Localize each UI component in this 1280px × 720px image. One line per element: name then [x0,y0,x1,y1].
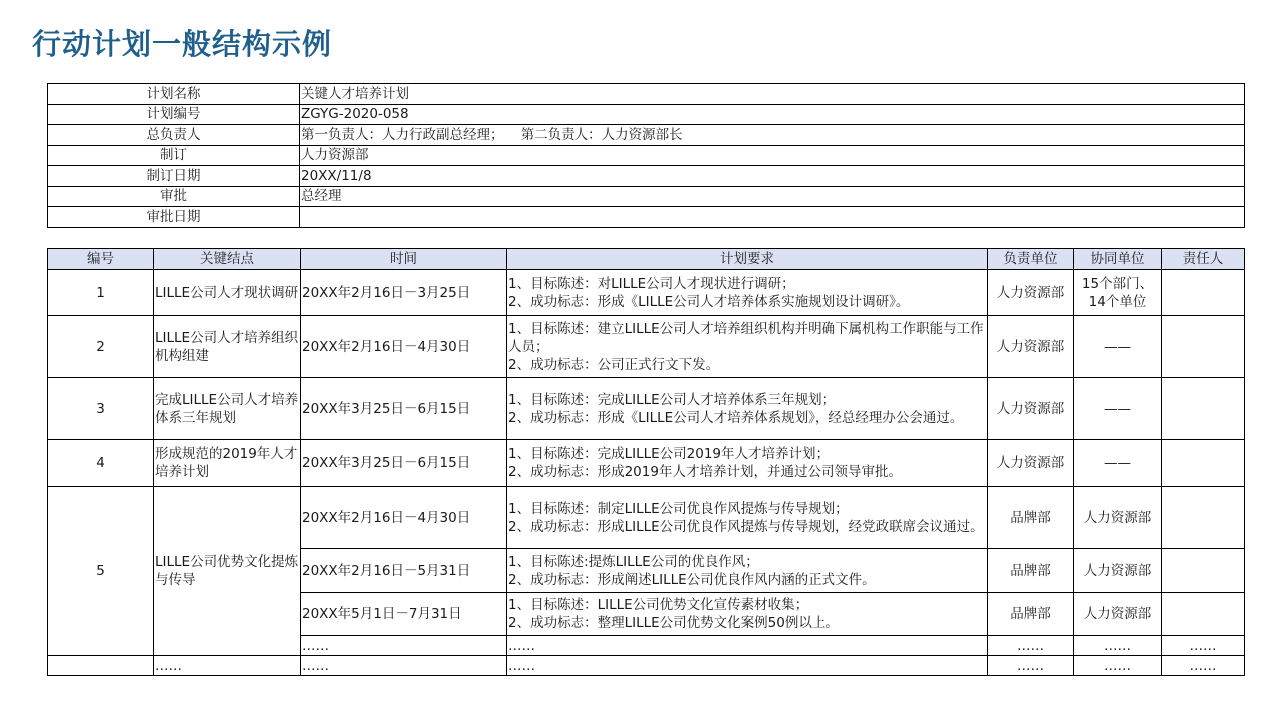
table-row [48,378,1245,440]
row-requirement [507,549,988,593]
req-goal: 1、目标陈述：制定LILLE公司优良作风提炼与传导规划； [508,500,849,517]
info-value: 总经理 [300,186,1245,207]
table-row [48,487,1245,549]
row-requirement [507,440,988,487]
req-success: 2、成功标志：形成《LILLE公司人才培养体系规划》，经总经理办公会通过。 [508,409,964,426]
info-row [48,166,1245,187]
info-row [48,125,1245,146]
col-header-co-dept: 协同单位 [1074,249,1162,270]
row-dept: 人力资源部 [988,378,1074,440]
row-time: 20XX年2月16日－3月25日 [301,270,507,316]
table-row [48,440,1245,487]
row-no: 2 [48,316,154,378]
plan-info-table [47,83,1245,228]
row-time: …… [301,636,507,656]
info-row [48,186,1245,207]
req-success: 2、成功标志：公司正式行文下发。 [508,356,720,373]
row-node: 完成LILLE公司人才培养体系三年规划 [154,378,301,440]
row-person [1162,316,1245,378]
row-co-dept: 人力资源部 [1074,487,1162,549]
table-row [48,270,1245,316]
col-header-dept: 负责单位 [988,249,1074,270]
row-co-dept: —— [1074,378,1162,440]
row-no: 5 [48,487,154,656]
row-time: 20XX年2月16日－5月31日 [301,549,507,593]
info-row [48,84,1245,105]
row-person [1162,487,1245,549]
row-dept: …… [988,636,1074,656]
row-node: …… [154,656,301,676]
info-label: 制订 [48,145,300,166]
row-time: 20XX年3月25日－6月15日 [301,378,507,440]
row-time: 20XX年3月25日－6月15日 [301,440,507,487]
info-label: 计划名称 [48,84,300,105]
info-row [48,145,1245,166]
row-no: 1 [48,270,154,316]
req-goal: 1、目标陈述：LILLE公司优势文化宣传素材收集； [508,597,809,613]
req-success: 2、成功标志：形成2019年人才培养计划，并通过公司领导审批。 [508,464,902,480]
row-node: LILLE公司人才培养组织机构组建 [154,316,301,378]
row-co-dept: 人力资源部 [1074,549,1162,593]
table-row [48,656,1245,676]
row-node: 形成规范的2019年人才培养计划 [154,440,301,487]
row-dept: 人力资源部 [988,440,1074,487]
req-success: 2、成功标志：整理LILLE公司优势文化案例50例以上。 [508,615,839,631]
row-node: LILLE公司人才现状调研 [154,270,301,316]
row-co-dept: —— [1074,440,1162,487]
row-person [1162,593,1245,636]
row-node: LILLE公司优势文化提炼与传导 [154,487,301,656]
row-requirement [507,487,988,549]
row-requirement [507,316,988,378]
row-time: …… [301,656,507,676]
row-person [1162,549,1245,593]
row-time: 20XX年2月16日－4月30日 [301,487,507,549]
info-row [48,207,1245,228]
row-co-dept: …… [1074,636,1162,656]
info-label: 总负责人 [48,125,300,146]
row-person [1162,440,1245,487]
req-success: 2、成功标志：形成《LILLE公司人才培养体系实施规划设计调研》。 [508,293,910,310]
row-person: …… [1162,636,1245,656]
req-goal: 1、目标陈述:提炼LILLE公司的优良作风； [508,553,759,570]
row-co-dept: —— [1074,316,1162,378]
row-no: 4 [48,440,154,487]
row-dept: …… [988,656,1074,676]
page-title: 行动计划一般结构示例 [32,27,333,61]
info-label: 计划编号 [48,104,300,125]
col-header-node: 关键结点 [154,249,301,270]
info-value: 人力资源部 [300,145,1245,166]
col-header-requirement: 计划要求 [507,249,988,270]
req-success: 2、成功标志：形成阐述LILLE公司优良作风内涵的正式文件。 [508,571,876,588]
row-requirement [507,270,988,316]
row-requirement [507,378,988,440]
info-value: 第一负责人：人力行政副总经理； 第二负责人：人力资源部长 [300,125,1245,146]
req-goal: 1、目标陈述：完成LILLE公司人才培养体系三年规划； [508,391,836,408]
row-dept: 人力资源部 [988,270,1074,316]
table-row [48,316,1245,378]
req-success: 2、成功标志：形成LILLE公司优良作风提炼与传导规划，经党政联席会议通过。 [508,518,984,535]
row-time: 20XX年2月16日－4月30日 [301,316,507,378]
req-goal: 1、目标陈述：对LILLE公司人才现状进行调研； [508,275,795,292]
row-dept: 品牌部 [988,549,1074,593]
req-goal: 1、目标陈述：完成LILLE公司2019年人才培养计划； [508,446,830,462]
action-plan-table [47,248,1245,676]
req-goal: 1、目标陈述：建立LILLE公司人才培养组织机构并明确下属机构工作职能与工作人员； [508,320,984,355]
row-time: 20XX年5月1日－7月31日 [301,593,507,636]
row-dept: 品牌部 [988,593,1074,636]
info-value: ZGYG-2020-058 [300,104,1245,125]
row-person: …… [1162,656,1245,676]
row-requirement: …… [507,656,988,676]
row-person [1162,270,1245,316]
row-dept: 人力资源部 [988,316,1074,378]
info-label: 审批 [48,186,300,207]
info-label: 制订日期 [48,166,300,187]
col-header-no: 编号 [48,249,154,270]
col-header-person: 责任人 [1162,249,1245,270]
row-co-dept: 人力资源部 [1074,593,1162,636]
info-value: 20XX/11/8 [300,166,1245,187]
row-requirement: …… [507,636,988,656]
header-row [48,249,1245,270]
row-co-dept: 15个部门、14个单位 [1074,270,1162,316]
row-co-dept: …… [1074,656,1162,676]
row-no: 3 [48,378,154,440]
row-person [1162,378,1245,440]
row-dept: 品牌部 [988,487,1074,549]
row-no [48,656,154,676]
info-row [48,104,1245,125]
col-header-time: 时间 [301,249,507,270]
info-value [300,207,1245,228]
info-value: 关键人才培养计划 [300,84,1245,105]
info-label: 审批日期 [48,207,300,228]
row-requirement [507,593,988,636]
